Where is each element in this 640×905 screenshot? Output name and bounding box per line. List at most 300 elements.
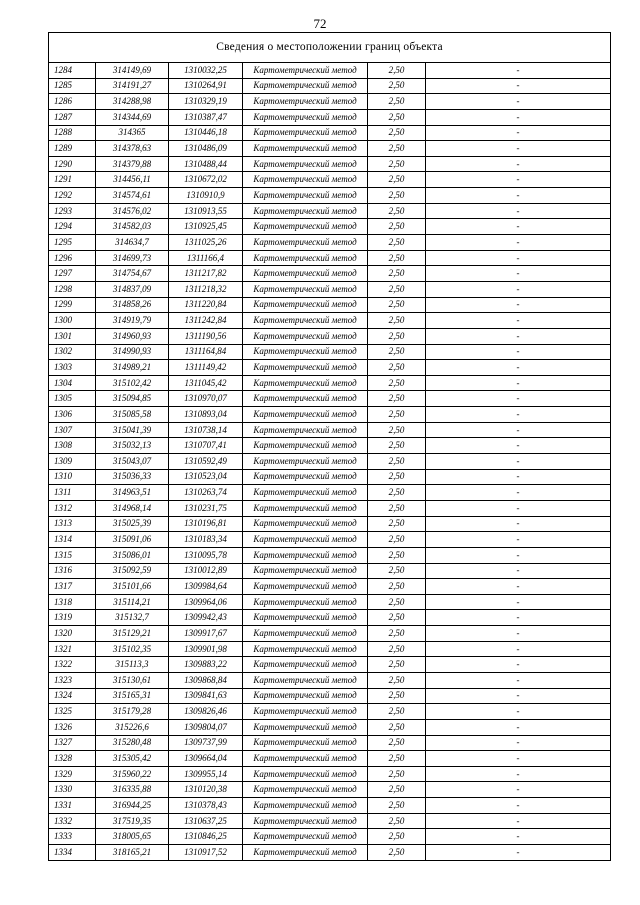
- x-coordinate-cell: 314574,61: [96, 188, 169, 204]
- accuracy-cell: 2,50: [368, 313, 426, 329]
- accuracy-cell: 2,50: [368, 407, 426, 423]
- point-number-cell: 1306: [49, 407, 96, 423]
- description-cell: -: [426, 672, 611, 688]
- description-cell: -: [426, 203, 611, 219]
- accuracy-cell: 2,50: [368, 422, 426, 438]
- table-row: [49, 657, 611, 673]
- method-cell: Картометрический метод: [243, 657, 368, 673]
- x-coordinate-cell: 314989,21: [96, 360, 169, 376]
- y-coordinate-cell: 1310707,41: [169, 438, 243, 454]
- description-cell: -: [426, 422, 611, 438]
- point-number-cell: 1322: [49, 657, 96, 673]
- method-cell: Картометрический метод: [243, 813, 368, 829]
- table-row: [49, 344, 611, 360]
- table-row: [49, 78, 611, 94]
- table-row: [49, 109, 611, 125]
- point-number-cell: 1331: [49, 798, 96, 814]
- table-row: [49, 94, 611, 110]
- method-cell: Картометрический метод: [243, 719, 368, 735]
- method-cell: Картометрический метод: [243, 845, 368, 861]
- table-body: [49, 63, 611, 861]
- point-number-cell: 1326: [49, 719, 96, 735]
- table-title: Сведения о местоположении границ объекта: [49, 33, 611, 63]
- y-coordinate-cell: 1311217,82: [169, 266, 243, 282]
- accuracy-cell: 2,50: [368, 704, 426, 720]
- table-row: [49, 485, 611, 501]
- x-coordinate-cell: 314576,02: [96, 203, 169, 219]
- point-number-cell: 1297: [49, 266, 96, 282]
- table-row: [49, 125, 611, 141]
- method-cell: Картометрический метод: [243, 735, 368, 751]
- method-cell: Картометрический метод: [243, 704, 368, 720]
- point-number-cell: 1300: [49, 313, 96, 329]
- y-coordinate-cell: 1309942,43: [169, 610, 243, 626]
- y-coordinate-cell: 1311190,56: [169, 328, 243, 344]
- y-coordinate-cell: 1310231,75: [169, 500, 243, 516]
- x-coordinate-cell: 314456,11: [96, 172, 169, 188]
- table-row: [49, 407, 611, 423]
- x-coordinate-cell: 314960,93: [96, 328, 169, 344]
- method-cell: Картометрический метод: [243, 766, 368, 782]
- accuracy-cell: 2,50: [368, 375, 426, 391]
- x-coordinate-cell: 315226,6: [96, 719, 169, 735]
- method-cell: Картометрический метод: [243, 751, 368, 767]
- y-coordinate-cell: 1310095,78: [169, 547, 243, 563]
- y-coordinate-cell: 1309868,84: [169, 672, 243, 688]
- page-number: 72: [313, 16, 327, 31]
- description-cell: -: [426, 141, 611, 157]
- table-row: [49, 813, 611, 829]
- point-number-cell: 1309: [49, 454, 96, 470]
- accuracy-cell: 2,50: [368, 63, 426, 79]
- x-coordinate-cell: 315102,35: [96, 641, 169, 657]
- description-cell: -: [426, 469, 611, 485]
- x-coordinate-cell: 314990,93: [96, 344, 169, 360]
- table-row: [49, 219, 611, 235]
- description-cell: -: [426, 688, 611, 704]
- x-coordinate-cell: 315092,59: [96, 563, 169, 579]
- y-coordinate-cell: 1311242,84: [169, 313, 243, 329]
- method-cell: Картометрический метод: [243, 594, 368, 610]
- description-cell: -: [426, 610, 611, 626]
- table-row: [49, 313, 611, 329]
- x-coordinate-cell: 314344,69: [96, 109, 169, 125]
- description-cell: -: [426, 78, 611, 94]
- point-number-cell: 1303: [49, 360, 96, 376]
- point-number-cell: 1319: [49, 610, 96, 626]
- accuracy-cell: 2,50: [368, 188, 426, 204]
- table-row: [49, 516, 611, 532]
- accuracy-cell: 2,50: [368, 782, 426, 798]
- description-cell: -: [426, 845, 611, 861]
- accuracy-cell: 2,50: [368, 109, 426, 125]
- description-cell: -: [426, 266, 611, 282]
- point-number-cell: 1334: [49, 845, 96, 861]
- method-cell: Картометрический метод: [243, 391, 368, 407]
- table-row: [49, 547, 611, 563]
- description-cell: -: [426, 751, 611, 767]
- table-row: [49, 829, 611, 845]
- table-row: [49, 735, 611, 751]
- table-row: [49, 250, 611, 266]
- description-cell: -: [426, 532, 611, 548]
- method-cell: Картометрический метод: [243, 125, 368, 141]
- y-coordinate-cell: 1310488,44: [169, 156, 243, 172]
- method-cell: Картометрический метод: [243, 485, 368, 501]
- accuracy-cell: 2,50: [368, 235, 426, 251]
- point-number-cell: 1324: [49, 688, 96, 704]
- point-number-cell: 1310: [49, 469, 96, 485]
- x-coordinate-cell: 314288,98: [96, 94, 169, 110]
- method-cell: Картометрический метод: [243, 188, 368, 204]
- description-cell: -: [426, 94, 611, 110]
- accuracy-cell: 2,50: [368, 688, 426, 704]
- method-cell: Картометрический метод: [243, 141, 368, 157]
- accuracy-cell: 2,50: [368, 845, 426, 861]
- table-row: [49, 782, 611, 798]
- y-coordinate-cell: 1311164,84: [169, 344, 243, 360]
- accuracy-cell: 2,50: [368, 297, 426, 313]
- description-cell: -: [426, 188, 611, 204]
- x-coordinate-cell: 315102,42: [96, 375, 169, 391]
- description-cell: -: [426, 454, 611, 470]
- y-coordinate-cell: 1310672,02: [169, 172, 243, 188]
- description-cell: -: [426, 313, 611, 329]
- x-coordinate-cell: 314699,73: [96, 250, 169, 266]
- y-coordinate-cell: 1309804,07: [169, 719, 243, 735]
- table-row: [49, 798, 611, 814]
- method-cell: Картометрический метод: [243, 78, 368, 94]
- accuracy-cell: 2,50: [368, 516, 426, 532]
- y-coordinate-cell: 1310378,43: [169, 798, 243, 814]
- x-coordinate-cell: 315129,21: [96, 626, 169, 642]
- accuracy-cell: 2,50: [368, 719, 426, 735]
- table-row: [49, 563, 611, 579]
- method-cell: Картометрический метод: [243, 532, 368, 548]
- description-cell: -: [426, 172, 611, 188]
- method-cell: Картометрический метод: [243, 469, 368, 485]
- table-row: [49, 235, 611, 251]
- y-coordinate-cell: 1310264,91: [169, 78, 243, 94]
- x-coordinate-cell: 314754,67: [96, 266, 169, 282]
- method-cell: Картометрический метод: [243, 156, 368, 172]
- point-number-cell: 1290: [49, 156, 96, 172]
- y-coordinate-cell: 1309984,64: [169, 579, 243, 595]
- accuracy-cell: 2,50: [368, 610, 426, 626]
- y-coordinate-cell: 1311149,42: [169, 360, 243, 376]
- table-row: [49, 626, 611, 642]
- accuracy-cell: 2,50: [368, 156, 426, 172]
- accuracy-cell: 2,50: [368, 579, 426, 595]
- method-cell: Картометрический метод: [243, 266, 368, 282]
- y-coordinate-cell: 1309917,67: [169, 626, 243, 642]
- description-cell: -: [426, 344, 611, 360]
- description-cell: -: [426, 594, 611, 610]
- table-row: [49, 672, 611, 688]
- point-number-cell: 1318: [49, 594, 96, 610]
- table-row: [49, 641, 611, 657]
- table-row: [49, 438, 611, 454]
- accuracy-cell: 2,50: [368, 391, 426, 407]
- method-cell: Картометрический метод: [243, 641, 368, 657]
- accuracy-cell: 2,50: [368, 751, 426, 767]
- table-row: [49, 172, 611, 188]
- point-number-cell: 1307: [49, 422, 96, 438]
- x-coordinate-cell: 314149,69: [96, 63, 169, 79]
- table-row: [49, 297, 611, 313]
- y-coordinate-cell: 1310446,18: [169, 125, 243, 141]
- x-coordinate-cell: 314634,7: [96, 235, 169, 251]
- accuracy-cell: 2,50: [368, 344, 426, 360]
- method-cell: Картометрический метод: [243, 235, 368, 251]
- table-row: [49, 391, 611, 407]
- table-row: [49, 360, 611, 376]
- point-number-cell: 1323: [49, 672, 96, 688]
- y-coordinate-cell: 1310917,52: [169, 845, 243, 861]
- description-cell: -: [426, 63, 611, 79]
- y-coordinate-cell: 1310329,19: [169, 94, 243, 110]
- point-number-cell: 1329: [49, 766, 96, 782]
- y-coordinate-cell: 1310970,07: [169, 391, 243, 407]
- table-row: [49, 469, 611, 485]
- accuracy-cell: 2,50: [368, 438, 426, 454]
- point-number-cell: 1292: [49, 188, 96, 204]
- point-number-cell: 1333: [49, 829, 96, 845]
- method-cell: Картометрический метод: [243, 94, 368, 110]
- method-cell: Картометрический метод: [243, 109, 368, 125]
- point-number-cell: 1325: [49, 704, 96, 720]
- method-cell: Картометрический метод: [243, 219, 368, 235]
- table-row: [49, 719, 611, 735]
- description-cell: -: [426, 516, 611, 532]
- y-coordinate-cell: 1310637,25: [169, 813, 243, 829]
- description-cell: -: [426, 563, 611, 579]
- table-row: [49, 704, 611, 720]
- description-cell: -: [426, 813, 611, 829]
- x-coordinate-cell: 314365: [96, 125, 169, 141]
- y-coordinate-cell: 1310263,74: [169, 485, 243, 501]
- table-row: [49, 688, 611, 704]
- point-number-cell: 1321: [49, 641, 96, 657]
- table-row: [49, 375, 611, 391]
- accuracy-cell: 2,50: [368, 360, 426, 376]
- y-coordinate-cell: 1309964,06: [169, 594, 243, 610]
- method-cell: Картометрический метод: [243, 172, 368, 188]
- y-coordinate-cell: 1310486,09: [169, 141, 243, 157]
- point-number-cell: 1301: [49, 328, 96, 344]
- description-cell: -: [426, 360, 611, 376]
- accuracy-cell: 2,50: [368, 563, 426, 579]
- description-cell: -: [426, 657, 611, 673]
- description-cell: -: [426, 328, 611, 344]
- y-coordinate-cell: 1310032,25: [169, 63, 243, 79]
- accuracy-cell: 2,50: [368, 454, 426, 470]
- x-coordinate-cell: 315305,42: [96, 751, 169, 767]
- accuracy-cell: 2,50: [368, 532, 426, 548]
- x-coordinate-cell: 315032,13: [96, 438, 169, 454]
- y-coordinate-cell: 1310910,9: [169, 188, 243, 204]
- point-number-cell: 1294: [49, 219, 96, 235]
- x-coordinate-cell: 315085,58: [96, 407, 169, 423]
- accuracy-cell: 2,50: [368, 328, 426, 344]
- x-coordinate-cell: 314919,79: [96, 313, 169, 329]
- description-cell: -: [426, 485, 611, 501]
- accuracy-cell: 2,50: [368, 250, 426, 266]
- x-coordinate-cell: 315960,22: [96, 766, 169, 782]
- point-number-cell: 1308: [49, 438, 96, 454]
- table-row: [49, 579, 611, 595]
- description-cell: -: [426, 735, 611, 751]
- table-row: [49, 63, 611, 79]
- y-coordinate-cell: 1310738,14: [169, 422, 243, 438]
- method-cell: Картометрический метод: [243, 407, 368, 423]
- point-number-cell: 1299: [49, 297, 96, 313]
- y-coordinate-cell: 1309901,98: [169, 641, 243, 657]
- point-number-cell: 1327: [49, 735, 96, 751]
- accuracy-cell: 2,50: [368, 281, 426, 297]
- description-cell: -: [426, 704, 611, 720]
- accuracy-cell: 2,50: [368, 485, 426, 501]
- description-cell: -: [426, 407, 611, 423]
- method-cell: Картометрический метод: [243, 688, 368, 704]
- x-coordinate-cell: 315130,61: [96, 672, 169, 688]
- method-cell: Картометрический метод: [243, 250, 368, 266]
- x-coordinate-cell: 315025,39: [96, 516, 169, 532]
- x-coordinate-cell: 315091,06: [96, 532, 169, 548]
- method-cell: Картометрический метод: [243, 297, 368, 313]
- y-coordinate-cell: 1309955,14: [169, 766, 243, 782]
- y-coordinate-cell: 1310012,89: [169, 563, 243, 579]
- point-number-cell: 1305: [49, 391, 96, 407]
- point-number-cell: 1314: [49, 532, 96, 548]
- y-coordinate-cell: 1309737,99: [169, 735, 243, 751]
- method-cell: Картометрический метод: [243, 782, 368, 798]
- point-number-cell: 1315: [49, 547, 96, 563]
- y-coordinate-cell: 1309826,46: [169, 704, 243, 720]
- table-row: [49, 281, 611, 297]
- table-title-row: [49, 33, 611, 63]
- description-cell: -: [426, 297, 611, 313]
- x-coordinate-cell: 315041,39: [96, 422, 169, 438]
- table-row: [49, 532, 611, 548]
- method-cell: Картометрический метод: [243, 547, 368, 563]
- accuracy-cell: 2,50: [368, 469, 426, 485]
- y-coordinate-cell: 1311025,26: [169, 235, 243, 251]
- method-cell: Картометрический метод: [243, 438, 368, 454]
- method-cell: Картометрический метод: [243, 281, 368, 297]
- method-cell: Картометрический метод: [243, 563, 368, 579]
- y-coordinate-cell: 1310925,45: [169, 219, 243, 235]
- method-cell: Картометрический метод: [243, 579, 368, 595]
- x-coordinate-cell: 317519,35: [96, 813, 169, 829]
- point-number-cell: 1313: [49, 516, 96, 532]
- accuracy-cell: 2,50: [368, 219, 426, 235]
- y-coordinate-cell: 1311166,4: [169, 250, 243, 266]
- y-coordinate-cell: 1310893,04: [169, 407, 243, 423]
- method-cell: Картометрический метод: [243, 63, 368, 79]
- accuracy-cell: 2,50: [368, 813, 426, 829]
- y-coordinate-cell: 1311045,42: [169, 375, 243, 391]
- point-number-cell: 1285: [49, 78, 96, 94]
- accuracy-cell: 2,50: [368, 500, 426, 516]
- point-number-cell: 1291: [49, 172, 96, 188]
- method-cell: Картометрический метод: [243, 422, 368, 438]
- method-cell: Картометрический метод: [243, 360, 368, 376]
- point-number-cell: 1293: [49, 203, 96, 219]
- description-cell: -: [426, 500, 611, 516]
- y-coordinate-cell: 1311220,84: [169, 297, 243, 313]
- description-cell: -: [426, 766, 611, 782]
- accuracy-cell: 2,50: [368, 141, 426, 157]
- y-coordinate-cell: 1309841,63: [169, 688, 243, 704]
- table-row: [49, 188, 611, 204]
- x-coordinate-cell: 315086,01: [96, 547, 169, 563]
- x-coordinate-cell: 315036,33: [96, 469, 169, 485]
- accuracy-cell: 2,50: [368, 547, 426, 563]
- x-coordinate-cell: 316335,88: [96, 782, 169, 798]
- accuracy-cell: 2,50: [368, 94, 426, 110]
- table-row: [49, 141, 611, 157]
- table-row: [49, 454, 611, 470]
- point-number-cell: 1289: [49, 141, 96, 157]
- table-row: [49, 594, 611, 610]
- method-cell: Картометрический метод: [243, 203, 368, 219]
- x-coordinate-cell: 315113,3: [96, 657, 169, 673]
- accuracy-cell: 2,50: [368, 266, 426, 282]
- point-number-cell: 1316: [49, 563, 96, 579]
- y-coordinate-cell: 1310523,04: [169, 469, 243, 485]
- table-row: [49, 422, 611, 438]
- table-row: [49, 751, 611, 767]
- table-row: [49, 766, 611, 782]
- x-coordinate-cell: 314379,88: [96, 156, 169, 172]
- table-row: [49, 156, 611, 172]
- accuracy-cell: 2,50: [368, 203, 426, 219]
- point-number-cell: 1332: [49, 813, 96, 829]
- point-number-cell: 1330: [49, 782, 96, 798]
- accuracy-cell: 2,50: [368, 829, 426, 845]
- accuracy-cell: 2,50: [368, 672, 426, 688]
- x-coordinate-cell: 314191,27: [96, 78, 169, 94]
- table-row: [49, 203, 611, 219]
- method-cell: Картометрический метод: [243, 500, 368, 516]
- description-cell: -: [426, 579, 611, 595]
- point-number-cell: 1295: [49, 235, 96, 251]
- x-coordinate-cell: 318165,21: [96, 845, 169, 861]
- description-cell: -: [426, 391, 611, 407]
- description-cell: -: [426, 281, 611, 297]
- description-cell: -: [426, 235, 611, 251]
- y-coordinate-cell: 1310846,25: [169, 829, 243, 845]
- description-cell: -: [426, 125, 611, 141]
- y-coordinate-cell: 1310196,81: [169, 516, 243, 532]
- y-coordinate-cell: 1309664,04: [169, 751, 243, 767]
- x-coordinate-cell: 314963,51: [96, 485, 169, 501]
- method-cell: Картометрический метод: [243, 344, 368, 360]
- description-cell: -: [426, 156, 611, 172]
- x-coordinate-cell: 314858,26: [96, 297, 169, 313]
- x-coordinate-cell: 315179,28: [96, 704, 169, 720]
- point-number-cell: 1312: [49, 500, 96, 516]
- method-cell: Картометрический метод: [243, 328, 368, 344]
- accuracy-cell: 2,50: [368, 735, 426, 751]
- accuracy-cell: 2,50: [368, 594, 426, 610]
- x-coordinate-cell: 316944,25: [96, 798, 169, 814]
- method-cell: Картометрический метод: [243, 798, 368, 814]
- point-number-cell: 1320: [49, 626, 96, 642]
- table-row: [49, 845, 611, 861]
- accuracy-cell: 2,50: [368, 798, 426, 814]
